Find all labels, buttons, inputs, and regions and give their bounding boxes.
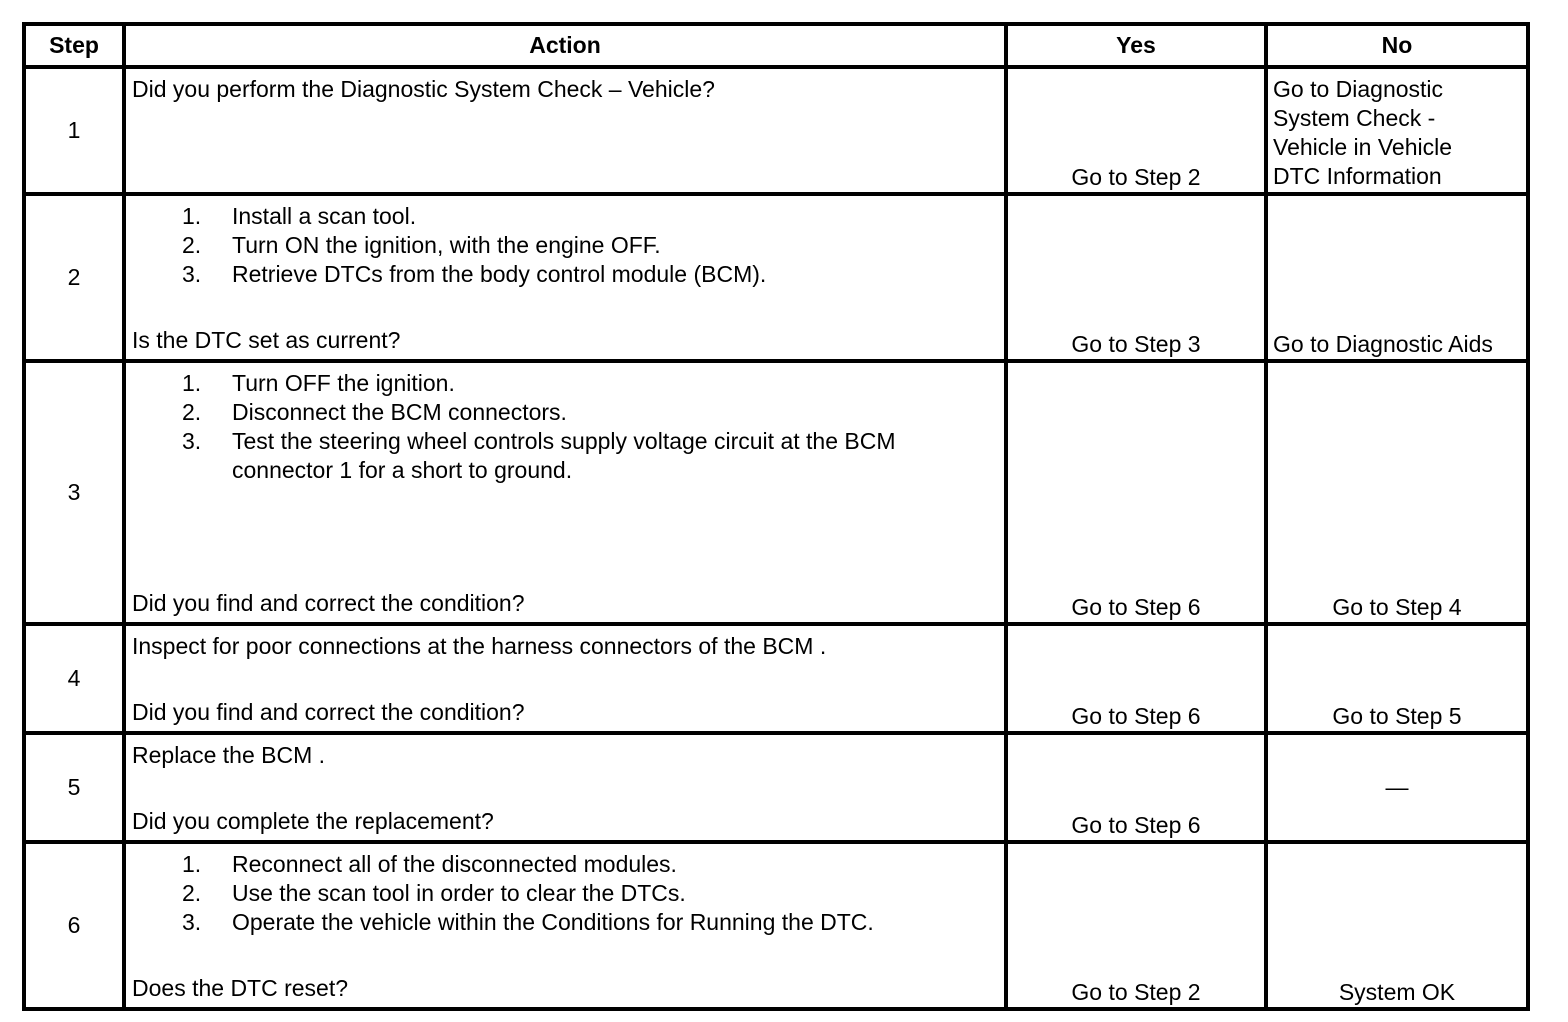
procedure-list xyxy=(132,369,998,485)
yes-cell: Go to Step 3 xyxy=(1006,194,1266,361)
list-number: 1. xyxy=(182,851,202,877)
list-text: Disconnect the BCM connectors. xyxy=(232,399,567,425)
step-number: 1 xyxy=(24,67,124,194)
table-row xyxy=(24,67,1528,194)
procedure-list xyxy=(132,202,998,289)
no-cell: — xyxy=(1266,733,1528,842)
header-no: No xyxy=(1266,24,1528,67)
list-item xyxy=(132,260,998,289)
header-step: Step xyxy=(24,24,124,67)
list-number: 1. xyxy=(182,203,202,229)
list-number: 2. xyxy=(182,232,202,258)
list-item xyxy=(132,427,998,485)
action-cell xyxy=(124,194,1006,361)
step-number: 2 xyxy=(24,194,124,361)
procedure-list xyxy=(132,850,998,937)
list-text: Retrieve DTCs from the body control module (BCM). xyxy=(232,261,767,287)
no-cell: Go to Diagnostic Aids xyxy=(1266,194,1528,361)
list-number: 3. xyxy=(182,909,202,935)
action-question: Did you complete the replacement? xyxy=(132,808,494,834)
list-number: 1. xyxy=(182,370,202,396)
action-cell xyxy=(124,842,1006,1009)
action-cell xyxy=(124,733,1006,842)
action-question: Does the DTC reset? xyxy=(132,975,349,1001)
list-text: Use the scan tool in order to clear the DTCs. xyxy=(232,880,686,906)
step-number: 4 xyxy=(24,624,124,733)
yes-cell: Go to Step 6 xyxy=(1006,361,1266,624)
action-intro: Did you perform the Diagnostic System Check – Vehicle? xyxy=(132,76,715,102)
list-number: 2. xyxy=(182,399,202,425)
no-cell xyxy=(1266,67,1528,194)
action-question: Is the DTC set as current? xyxy=(132,327,401,353)
header-row xyxy=(24,24,1528,67)
diagnostic-table xyxy=(22,22,1530,1011)
list-item xyxy=(132,398,998,427)
yes-cell: Go to Step 2 xyxy=(1006,842,1266,1009)
table-row xyxy=(24,361,1528,624)
step-number: 5 xyxy=(24,733,124,842)
list-text: Test the steering wheel controls supply voltage circuit at the BCM connector 1 for a short to ground. xyxy=(232,428,896,483)
step-number: 3 xyxy=(24,361,124,624)
yes-cell: Go to Step 2 xyxy=(1006,67,1266,194)
action-cell xyxy=(124,624,1006,733)
action-cell xyxy=(124,67,1006,194)
action-question: Did you find and correct the condition? xyxy=(132,699,525,725)
table-row xyxy=(24,194,1528,361)
table-row xyxy=(24,842,1528,1009)
table-row xyxy=(24,624,1528,733)
list-text: Turn ON the ignition, with the engine OFF. xyxy=(232,232,661,258)
action-intro: Inspect for poor connections at the harness connectors of the BCM . xyxy=(132,633,827,659)
header-yes: Yes xyxy=(1006,24,1266,67)
list-text: Install a scan tool. xyxy=(232,203,417,229)
list-text: Operate the vehicle within the Conditions for Running the DTC. xyxy=(232,909,874,935)
header-action: Action xyxy=(124,24,1006,67)
no-cell: Go to Step 4 xyxy=(1266,361,1528,624)
action-cell xyxy=(124,361,1006,624)
action-intro: Replace the BCM . xyxy=(132,742,326,768)
no-text: Go to Diagnostic System Check - Vehicle in Vehicle DTC Information xyxy=(1273,76,1453,189)
list-number: 3. xyxy=(182,428,202,454)
action-question: Did you find and correct the condition? xyxy=(132,590,525,616)
step-number: 6 xyxy=(24,842,124,1009)
list-item xyxy=(132,908,998,937)
list-item xyxy=(132,850,998,879)
list-item xyxy=(132,202,998,231)
yes-cell: Go to Step 6 xyxy=(1006,624,1266,733)
list-number: 3. xyxy=(182,261,202,287)
yes-cell: Go to Step 6 xyxy=(1006,733,1266,842)
list-item xyxy=(132,879,998,908)
no-cell: Go to Step 5 xyxy=(1266,624,1528,733)
no-cell: System OK xyxy=(1266,842,1528,1009)
list-item xyxy=(132,231,998,260)
list-number: 2. xyxy=(182,880,202,906)
list-text: Reconnect all of the disconnected modules. xyxy=(232,851,677,877)
list-text: Turn OFF the ignition. xyxy=(232,370,455,396)
table-row xyxy=(24,733,1528,842)
list-item xyxy=(132,369,998,398)
